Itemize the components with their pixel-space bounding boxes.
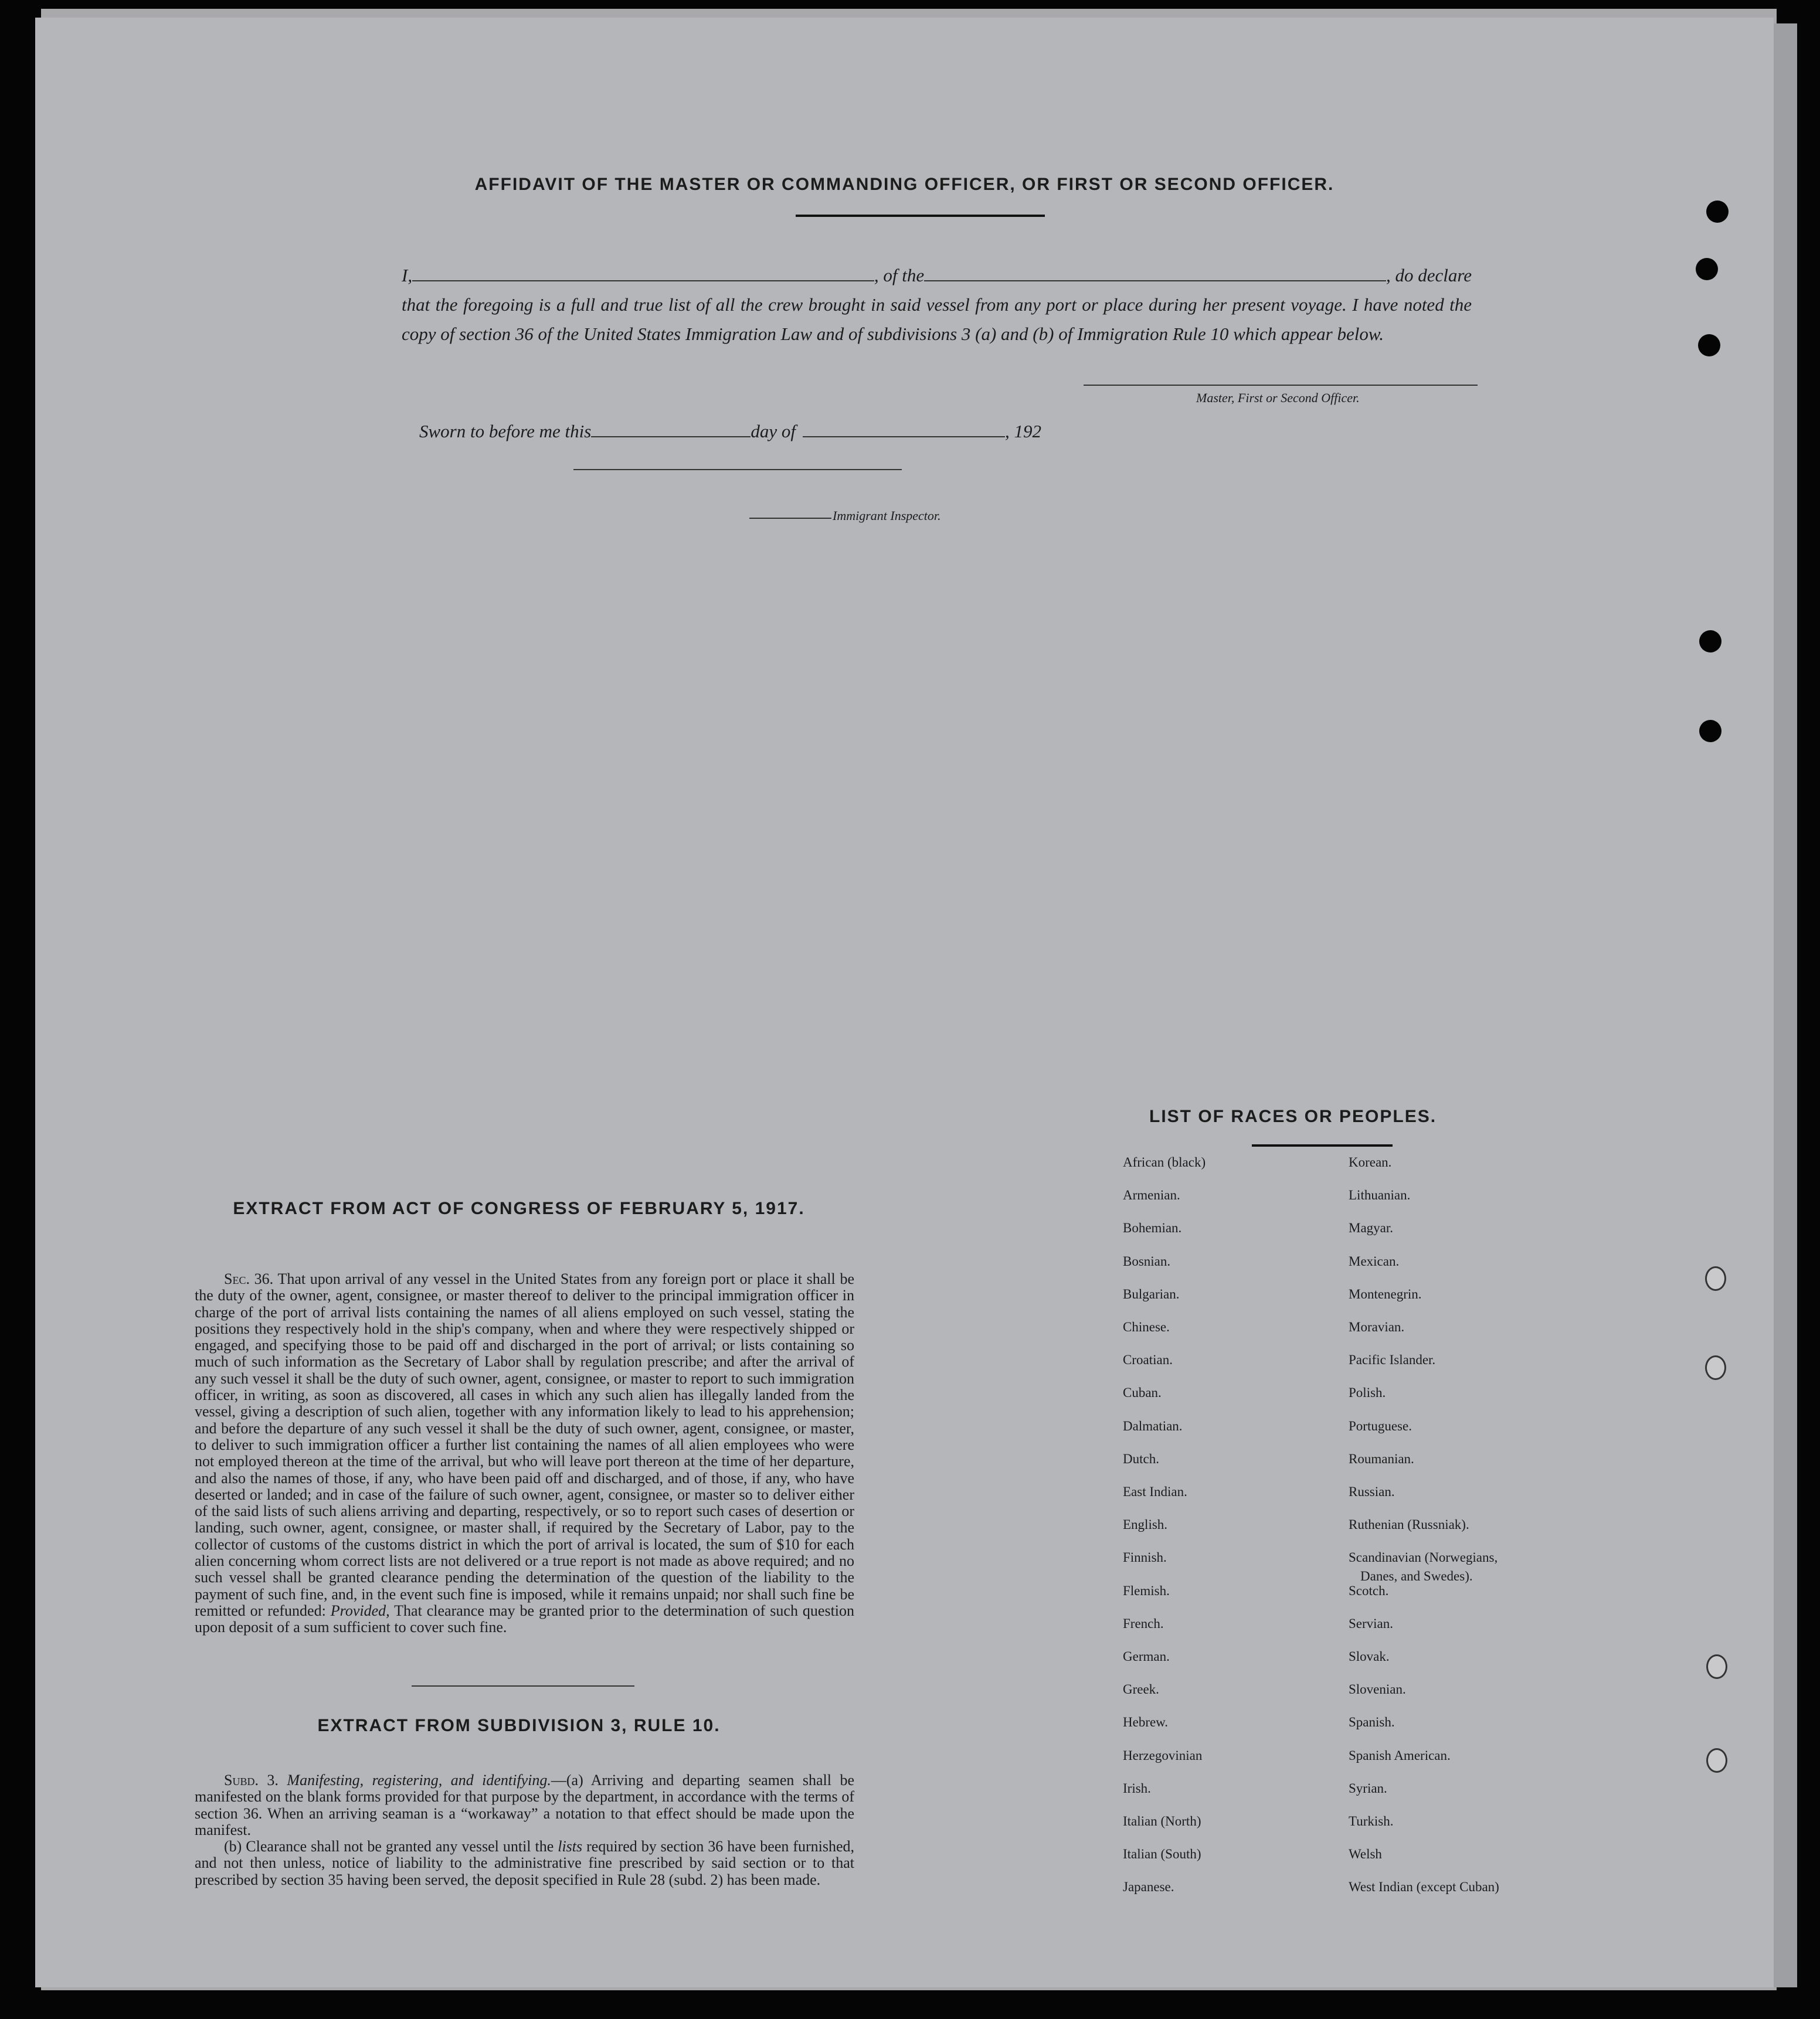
section-divider: [412, 1685, 634, 1687]
subd-label: Subd. 3.: [224, 1772, 279, 1789]
race-item: Spanish American.: [1349, 1748, 1451, 1763]
punch-hole: [1699, 720, 1721, 742]
race-item: Italian (South): [1123, 1847, 1201, 1862]
affidavit-title: AFFIDAVIT OF THE MASTER OR COMMANDING OFFICER, OR FIRST OR SECOND OFFICER.: [474, 175, 1335, 194]
declaration-do-declare: , do declare: [1386, 265, 1472, 285]
races-title-underline: [1252, 1144, 1393, 1147]
month-blank[interactable]: [803, 421, 1005, 437]
name-blank[interactable]: [412, 265, 874, 281]
race-item: Italian (North): [1123, 1814, 1201, 1828]
race-item: Bulgarian.: [1123, 1286, 1180, 1301]
race-item: Japanese.: [1123, 1879, 1174, 1895]
race-item: Pacific Islander.: [1349, 1352, 1436, 1368]
rule-10-text: [195, 1772, 854, 1888]
races-title: LIST OF RACES OR PEOPLES.: [1149, 1107, 1437, 1126]
race-item: Roumanian.: [1349, 1451, 1414, 1466]
inspector-short-line: [749, 518, 831, 519]
signature-line: [1084, 385, 1478, 386]
proviso-word: Provided,: [330, 1602, 390, 1619]
race-item: Magyar.: [1349, 1221, 1394, 1236]
para-b-lists-word: lists: [558, 1838, 583, 1855]
section-36-text: [195, 1271, 854, 1636]
document-page: [35, 18, 1774, 1987]
race-item: African (black): [1123, 1155, 1206, 1170]
section-36-body: That upon arrival of any vessel in the United States from any foreign port or place it shall be the duty of the owner, agent, consignee, or master thereof to deliver to the principal immigration officer in charge of the port of arrival lists containing the names of all aliens employed on such vessel, stating the positions they respectively hold in the ship's company, when and where they were respectively shipped or engaged, and specifying those to be paid off and discharged in the port of arrival; or lists containing so much of such information as the Secretary of Labor shall by regulation prescribe; and after the arrival of any such vessel it shall be the duty of such owner, agent, consignee, or master to report to such immigration officer, in writing, as soon as discovered, all cases in which any such alien has illegally landed from the vessel, giving a description of such alien, together with any information likely to lead to his apprehension; and before the departure of any such vessel it shall be the duty of such owner, agent, consignee, or master, to deliver to such immigration officer a further list containing the names of all alien employees who were not employed thereon at the time of the arrival, but who will leave port thereon at the time of her departure, and also the names of those, if any, who have been paid off and discharged, and of those, if any, who have deserted or landed; and in case of the failure of such owner, agent, consignee, or master so to deliver either of the said lists of such aliens arriving and departing, respectively, or so to report such cases of desertion or landing, such owner, agent, consignee, or master shall, if required by the Secretary of Labor, pay to the collector of customs of the customs district in which the port of arrival is located, the sum of $10 for each alien concerning whom correct lists are not delivered or a true report is not made as above required; and no such vessel shall be granted clearance pending the determination of the question of the liability to the payment of such fine, and, in the event such fine is imposed, while it remains unpaid; nor shall such fine be remitted or refunded:: [195, 1270, 854, 1619]
race-item: Lithuanian.: [1349, 1188, 1411, 1203]
sworn-line: [419, 421, 1041, 442]
race-item: West Indian (except Cuban): [1349, 1879, 1499, 1895]
act-extract-title: EXTRACT FROM ACT OF CONGRESS OF FEBRUARY 5, 1917.: [233, 1199, 805, 1218]
punch-hole: [1696, 258, 1718, 280]
race-item: Russian.: [1349, 1484, 1395, 1499]
inspector-signature-line: [573, 469, 902, 470]
inspector-label: Immigrant Inspector.: [833, 508, 941, 523]
sworn-text: Sworn to before me this: [419, 421, 592, 441]
punch-hole: [1705, 1355, 1726, 1380]
race-item: Bohemian.: [1123, 1221, 1182, 1236]
para-b-text-1: Clearance shall not be granted any vessel until the: [246, 1838, 554, 1855]
para-b-label: (b): [224, 1838, 242, 1855]
race-item: Ruthenian (Russniak).: [1349, 1517, 1469, 1532]
race-item: Dutch.: [1123, 1451, 1159, 1466]
race-item: Scandinavian (Norwegians,: [1349, 1550, 1498, 1565]
race-item: Croatian.: [1123, 1352, 1173, 1368]
race-item: Mexican.: [1349, 1253, 1400, 1269]
race-item: English.: [1123, 1517, 1168, 1532]
race-item: East Indian.: [1123, 1484, 1187, 1499]
race-item: Slovak.: [1349, 1649, 1390, 1664]
section-36-proviso: That clearance may be granted prior to the determination of such question upon deposit of a sum sufficient to cover such fine.: [195, 1602, 855, 1636]
race-item: Flemish.: [1123, 1583, 1170, 1598]
punch-hole: [1706, 1748, 1727, 1773]
punch-hole: [1699, 630, 1721, 652]
race-item: Slovenian.: [1349, 1682, 1406, 1697]
section-36-label: Sec. 36.: [224, 1270, 274, 1287]
para-a-intro: —(a): [551, 1772, 583, 1789]
declaration-of-the: , of the: [874, 265, 925, 285]
race-item: Turkish.: [1349, 1814, 1394, 1828]
race-item: Polish.: [1349, 1385, 1386, 1401]
title-underline: [796, 215, 1045, 217]
race-item: Irish.: [1123, 1780, 1151, 1796]
day-blank[interactable]: [591, 421, 751, 437]
race-item: Cuban.: [1123, 1385, 1162, 1401]
year-text: , 192: [1004, 421, 1041, 441]
race-item: Syrian.: [1349, 1780, 1387, 1796]
race-item: Herzegovinian: [1123, 1748, 1203, 1763]
race-item: Bosnian.: [1123, 1253, 1171, 1269]
race-item: Greek.: [1123, 1682, 1159, 1697]
race-item: Scotch.: [1349, 1583, 1389, 1598]
race-item-continuation: Danes, and Swedes).: [1360, 1569, 1473, 1583]
subd-heading: Manifesting, registering, and identifying.: [287, 1772, 551, 1789]
race-item: French.: [1123, 1616, 1164, 1631]
race-item: Moravian.: [1349, 1320, 1405, 1334]
race-item: German.: [1123, 1649, 1170, 1664]
race-item: Welsh: [1349, 1847, 1382, 1862]
affidavit-declaration: [402, 261, 1472, 349]
punch-hole: [1698, 334, 1720, 356]
race-item: Armenian.: [1123, 1188, 1180, 1203]
punch-hole: [1705, 1266, 1726, 1291]
race-item: Korean.: [1349, 1155, 1392, 1170]
race-item: Hebrew.: [1123, 1715, 1169, 1730]
signature-label: Master, First or Second Officer.: [1196, 390, 1360, 405]
race-item: Finnish.: [1123, 1550, 1167, 1565]
race-item: Dalmatian.: [1123, 1418, 1183, 1433]
punch-hole: [1706, 1654, 1727, 1679]
race-item: Spanish.: [1349, 1715, 1395, 1730]
race-item: Servian.: [1349, 1616, 1394, 1631]
rule-extract-title: EXTRACT FROM SUBDIVISION 3, RULE 10.: [317, 1716, 721, 1735]
para-a-text: Arriving and departing seamen shall be manifested on the blank forms provided for that purpose by the department, in accordance with the terms of section 36. When an arriving seaman is a “workaway” a notation to that effect should be made upon the manifest.: [195, 1772, 854, 1838]
race-item: Portuguese.: [1349, 1418, 1412, 1433]
declaration-body: that the foregoing is a full and true list of all the crew brought in said vessel from any port or place during her present voyage. I have noted the copy of section 36 of the United States Immigration Law and of subdivisions 3 (a) and (b) of Immigration Rule 10 which appear below.: [402, 294, 1472, 344]
para-b-text-2: required by section 36 have been furnished, and not then unless, notice of liability to the administrative fine prescribed by said section or to that prescribed by section 35 having been served, the deposit specified in Rule 28 (subd. 2) has been made.: [195, 1838, 855, 1888]
vessel-blank[interactable]: [924, 265, 1386, 281]
race-item: Montenegrin.: [1349, 1286, 1422, 1301]
declaration-i: I,: [402, 265, 413, 285]
day-of-text: day of: [751, 421, 796, 441]
punch-hole: [1706, 200, 1729, 223]
race-item: Chinese.: [1123, 1320, 1170, 1334]
